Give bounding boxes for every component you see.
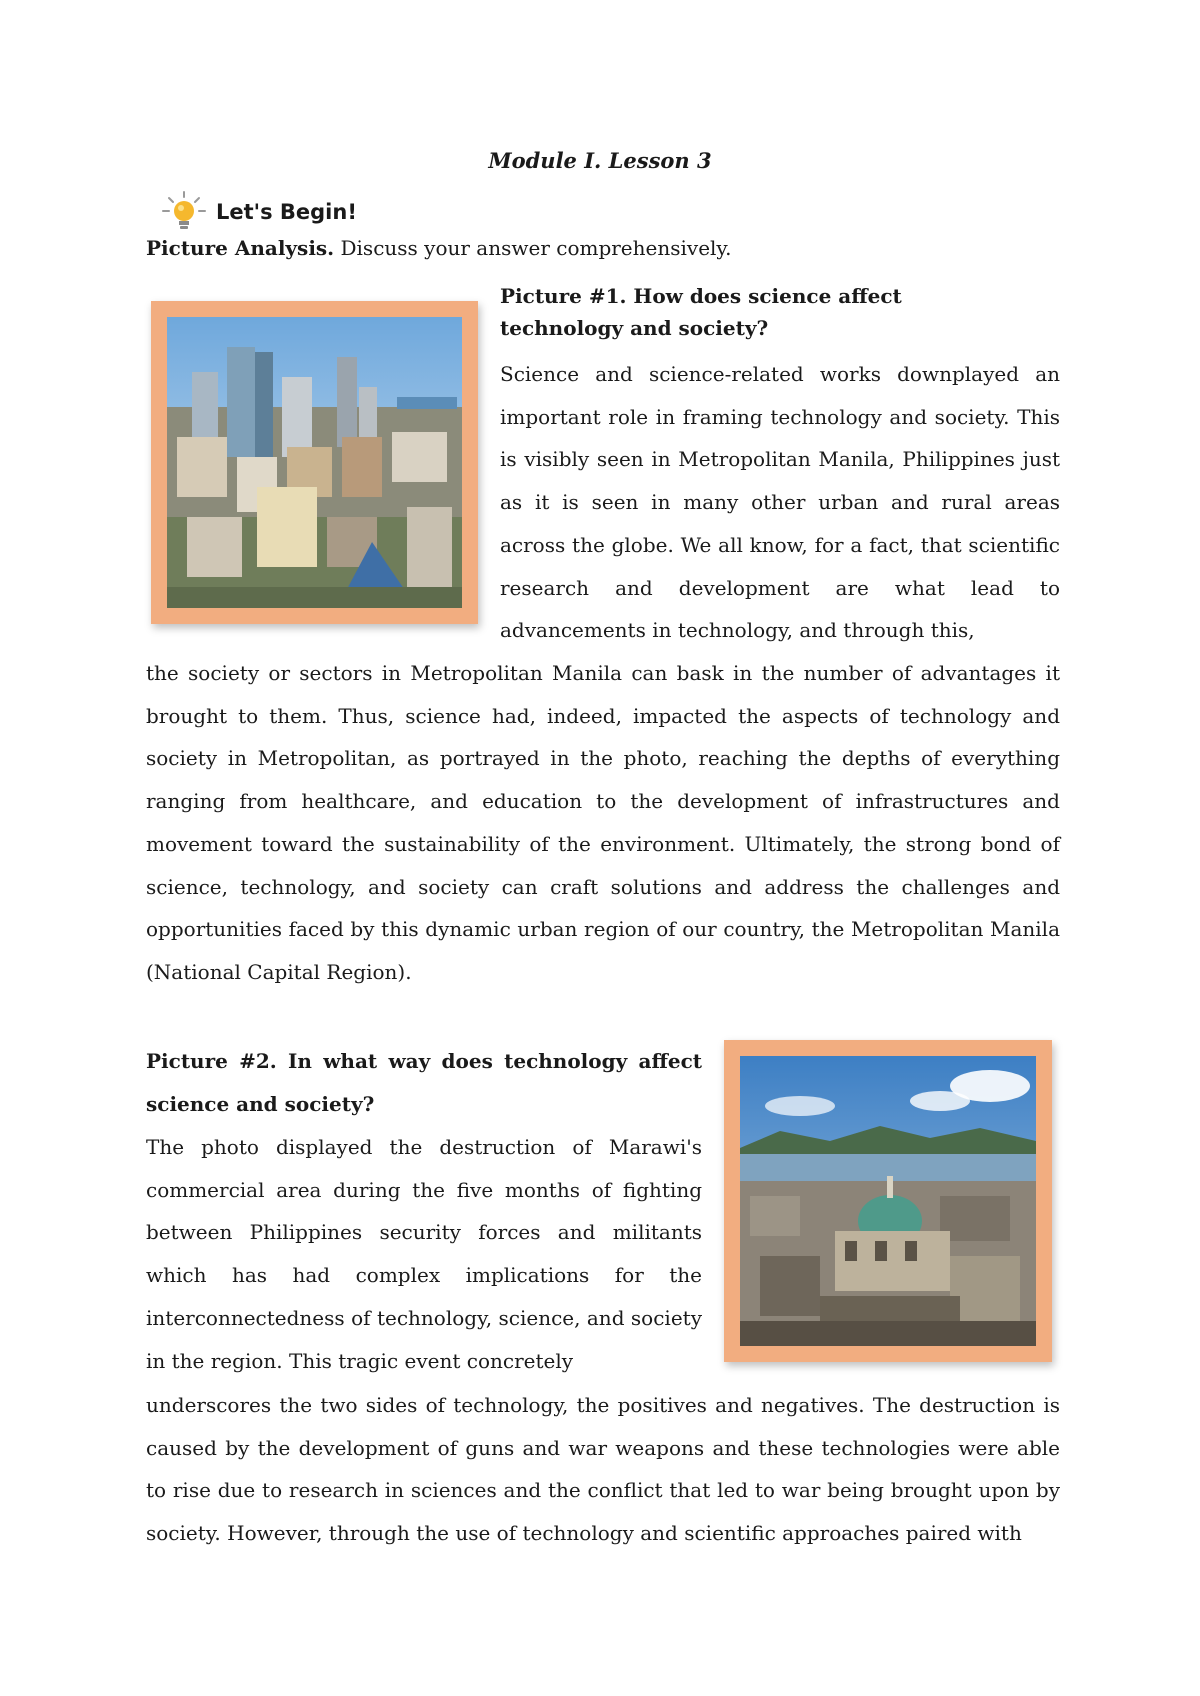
instruction-text: Discuss your answer comprehensively. xyxy=(334,236,732,260)
picture1-paragraph-part1: Science and science-related works downplayed an important role in framing technology and society. This is visibly seen in Metropolitan Manila, Philippines just as it is seen in many other urban and rural areas across the globe. We all know, for a fact, that scientific research and development are what lead to advancements in technology, and through this, xyxy=(500,362,1060,643)
picture2-question: Picture #2. In what way does technology affect science and society? xyxy=(146,1049,702,1116)
lightbulb-icon xyxy=(160,190,208,234)
picture1-frame xyxy=(151,301,478,624)
lets-begin-label: Let's Begin! xyxy=(216,200,357,224)
picture1-question: Picture #1. How does science affect technology and society? xyxy=(500,284,902,340)
metro-manila-photo xyxy=(167,317,462,608)
instruction-bold: Picture Analysis. xyxy=(146,236,335,260)
page-title: Module I. Lesson 3 xyxy=(488,148,712,173)
lets-begin-heading xyxy=(160,190,357,234)
picture2-frame xyxy=(724,1040,1052,1362)
picture2-paragraph-part1: The photo displayed the destruction of Marawi's commercial area during the five months of fighting between Philippines security forces and militants which has had complex implications for the interconnectedness of technology, science, and society in the region. This tragic event concretely xyxy=(146,1135,702,1373)
marawi-photo xyxy=(740,1056,1036,1346)
instruction-line xyxy=(146,236,731,260)
picture1-paragraph-part2: the society or sectors in Metropolitan Manila can bask in the number of advantages it brought to them. Thus, science had, indeed, impacted the aspects of technology and society in Metropolitan, as portrayed in the photo, reaching the depths of everything ranging from healthcare, and education to the development of infrastructures and movement toward the sustainability of the environment. Ultimately, the strong bond of science, technology, and society can craft solutions and address the challenges and opportunities faced by this dynamic urban region of our country, the Metropolitan Manila (National Capital Region). xyxy=(146,661,1060,984)
picture2-paragraph-part2: underscores the two sides of technology, the positives and negatives. The destruction is caused by the development of guns and war weapons and these technologies were able to rise due to research in sciences and the conflict that led to war being brought upon by society. However, through the use of technology and scientific approaches paired with xyxy=(146,1393,1060,1546)
